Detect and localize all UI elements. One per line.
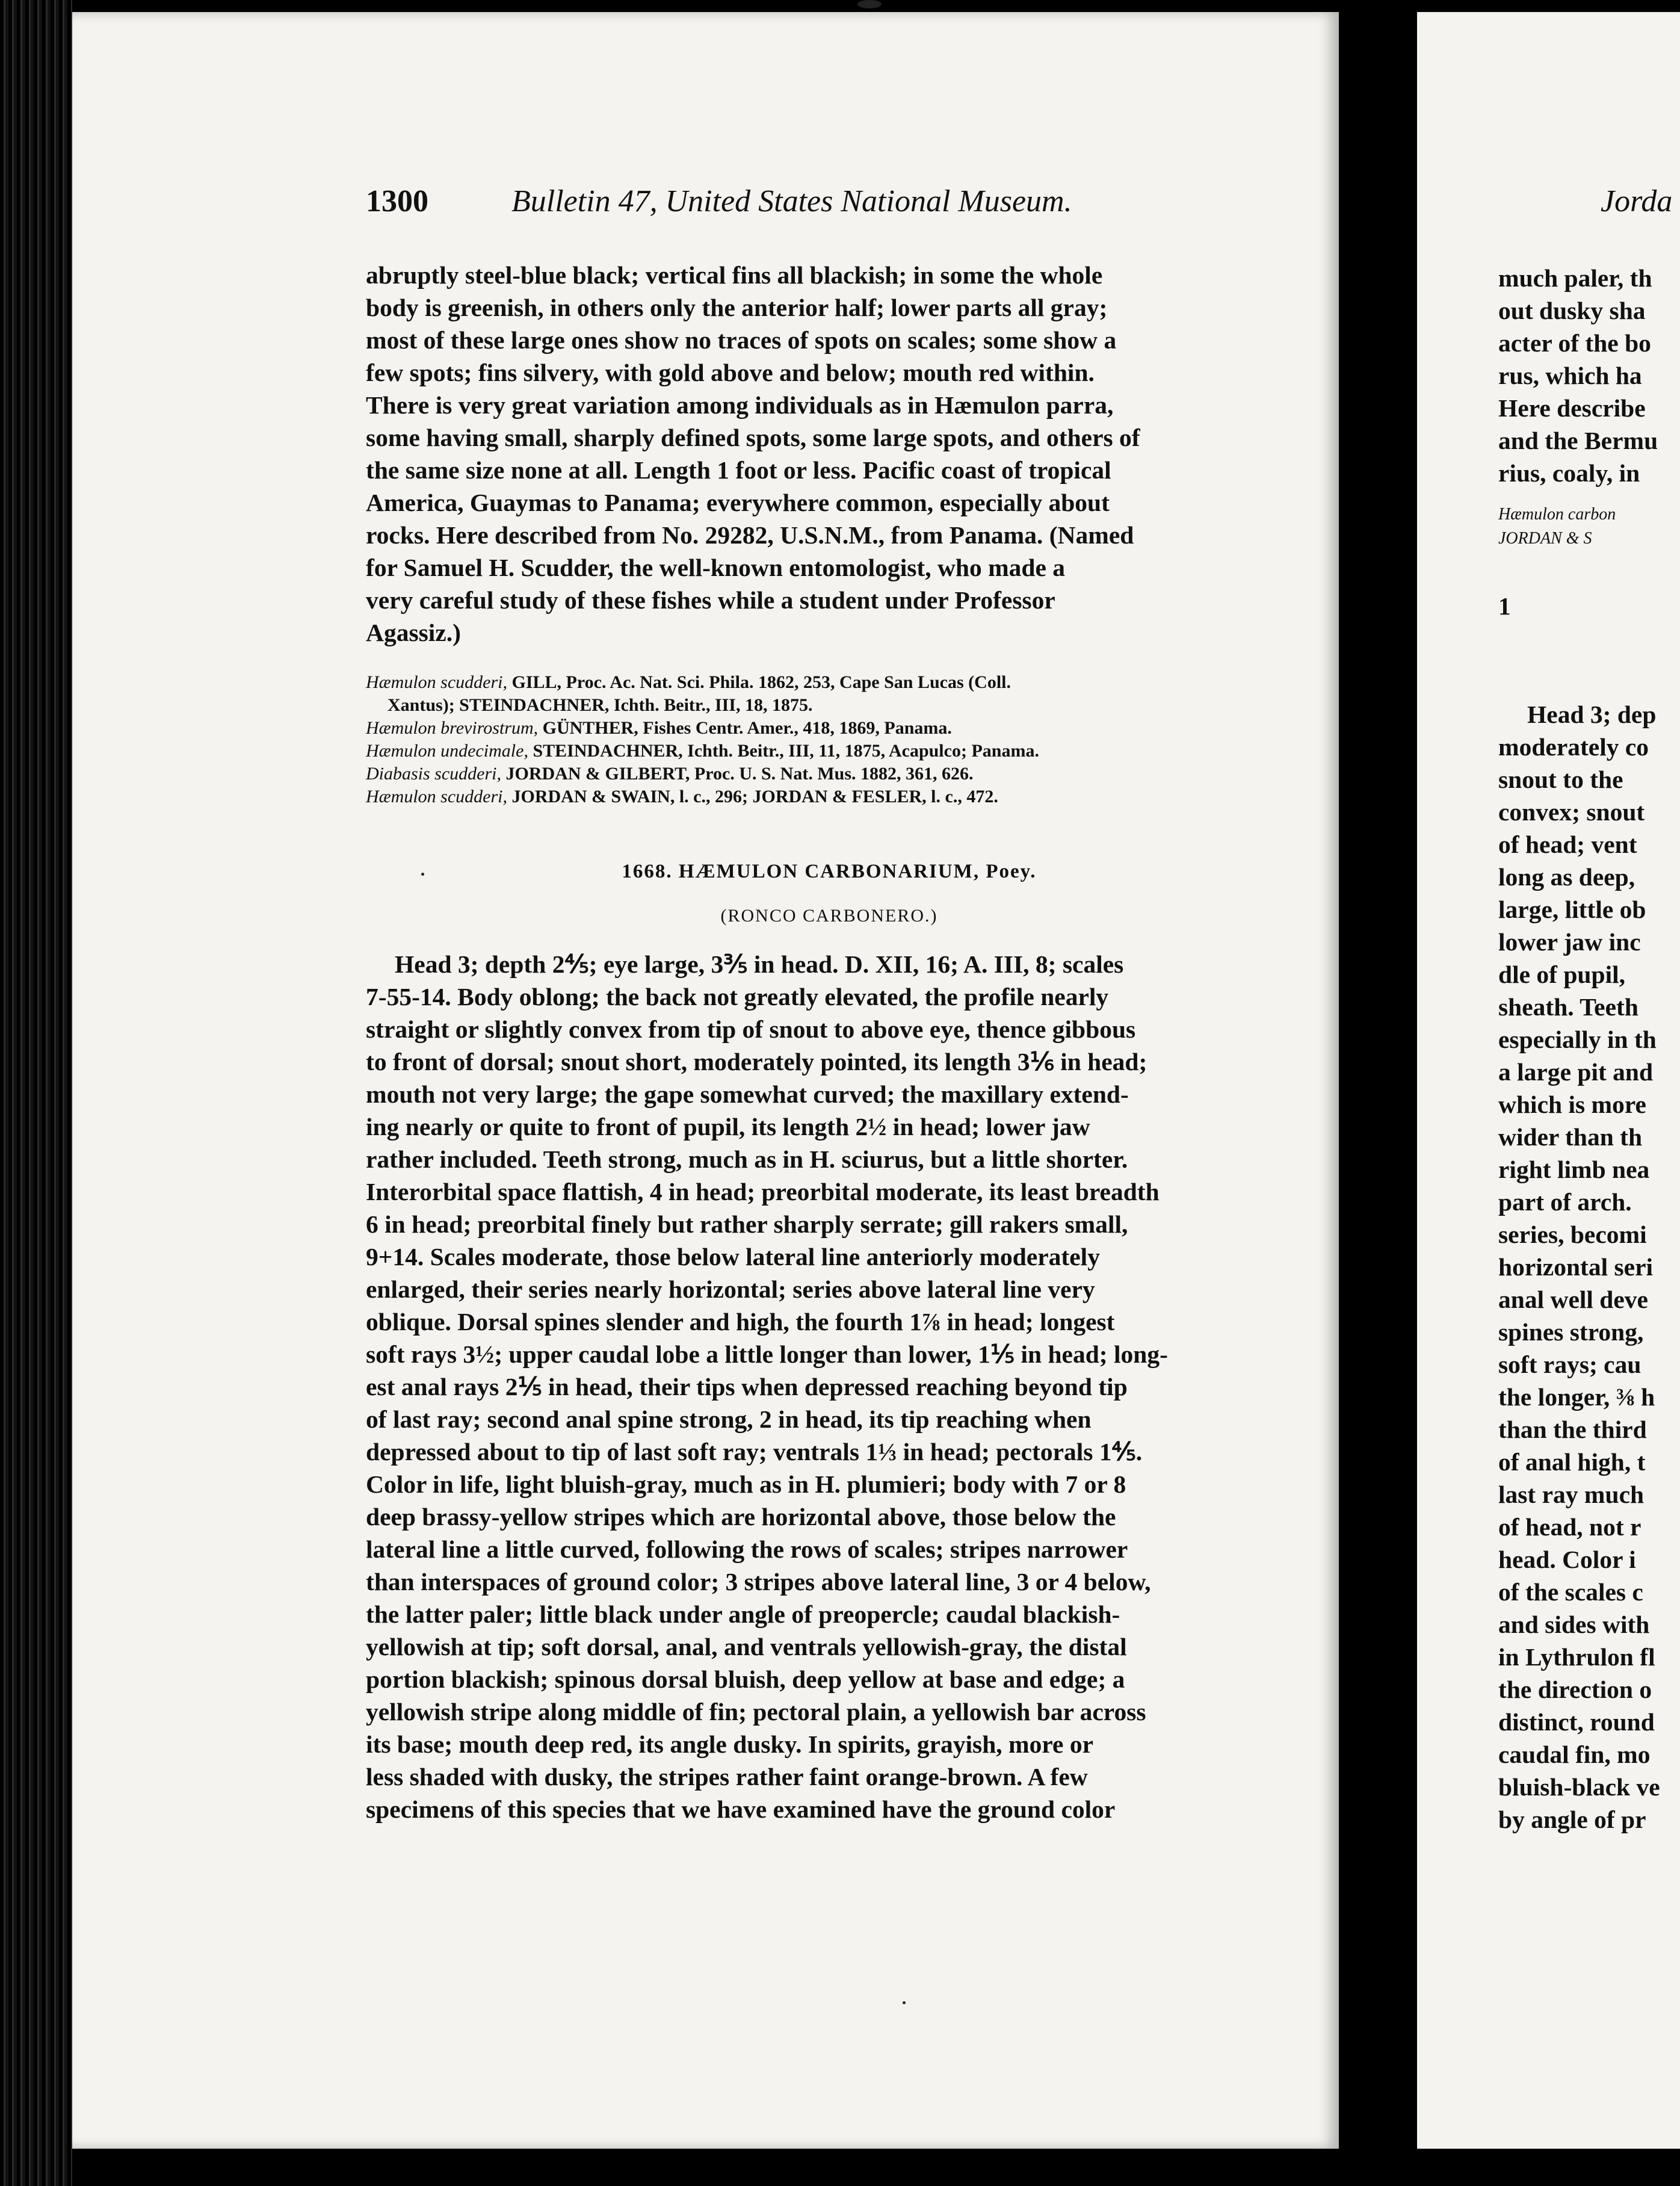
right-page-line: distinct, round — [1498, 1708, 1655, 1736]
right-page-line: and the Bermu — [1498, 427, 1658, 454]
synonym-name: Hæmulon undecimale, — [366, 741, 528, 761]
text-line: Color in life, light bluish-gray, much as in H. plumieri; body with 7 or 8 — [366, 1470, 1126, 1498]
right-page-line: lower jaw inc — [1498, 928, 1641, 956]
text-line: 6 in head; preorbital finely but rather sharply serrate; gill rakers small, — [366, 1210, 1128, 1238]
right-page-synonymy-line: Hæmulon carbon — [1498, 505, 1616, 524]
scan-speck — [421, 873, 424, 876]
right-page-line: by angle of pr — [1498, 1806, 1646, 1833]
right-page-line: much paler, th — [1498, 264, 1652, 292]
text-line: most of these large ones show no traces of spots on scales; some show a — [366, 326, 1117, 354]
right-page-line: series, becomi — [1498, 1221, 1647, 1248]
right-page-line: a large pit and — [1498, 1058, 1654, 1086]
right-page-synonymy — [1498, 503, 1680, 551]
synonym-citation: STEINDACHNER, Ichth. Beitr., III, 11, 1875, Acapulco; Panama. — [528, 741, 1039, 761]
text-line: portion blackish; spinous dorsal bluish, deep yellow at base and edge; a — [366, 1665, 1125, 1693]
text-line: the same size none at all. Length 1 foot or less. Pacific coast of tropical — [366, 456, 1111, 484]
right-page-line: and sides with — [1498, 1611, 1650, 1638]
right-page-line: of the scales c — [1498, 1578, 1643, 1606]
right-page-line: than the third — [1498, 1416, 1647, 1443]
text-line: less shaded with dusky, the stripes rather faint orange-brown. A few — [366, 1763, 1088, 1791]
text-line: rather included. Teeth strong, much as in H. sciurus, but a little shorter. — [366, 1145, 1128, 1173]
right-page-line: part of arch. — [1498, 1188, 1632, 1216]
species-description — [366, 948, 1292, 1825]
text-line: lateral line a little curved, following the rows of scales; stripes narrower — [366, 1535, 1128, 1563]
text-line: rocks. Here described from No. 29282, U.S.N.M., from Panama. (Named — [366, 521, 1134, 549]
right-page-line: of head, not r — [1498, 1513, 1641, 1541]
scan-speck — [903, 2001, 906, 2004]
right-page-line: of head; vent — [1498, 831, 1637, 858]
text-line: yellowish stripe along middle of fin; pectoral plain, a yellowish bar across — [366, 1698, 1146, 1726]
right-page-line: of anal high, t — [1498, 1448, 1646, 1476]
text-line: deep brassy-yellow stripes which are horizontal above, those below the — [366, 1503, 1116, 1531]
right-page-line: dle of pupil, — [1498, 961, 1626, 988]
common-name: (RONCO CARBONERO.) — [720, 906, 938, 926]
right-page-line: especially in th — [1498, 1026, 1657, 1053]
text-line: to front of dorsal; snout short, moderately pointed, its length 3⅙ in head; — [366, 1048, 1147, 1076]
text-line: the latter paler; little black under angle of preopercle; caudal blackish- — [366, 1600, 1120, 1628]
text-line: mouth not very large; the gape somewhat curved; the maxillary extend- — [366, 1080, 1129, 1108]
text-line: ing nearly or quite to front of pupil, its length 2½ in head; lower jaw — [366, 1113, 1090, 1141]
right-page-line: in Lythrulon fl — [1498, 1643, 1655, 1671]
text-line: depressed about to tip of last soft ray; ventrals 1⅓ in head; pectorals 1⅘. — [366, 1438, 1143, 1466]
synonym-citation: Xantus); STEINDACHNER, Ichth. Beitr., III, 18, 1875. — [388, 695, 813, 715]
right-page-line: large, little ob — [1498, 896, 1646, 923]
text-line: Agassiz.) — [366, 619, 461, 646]
right-page-line: soft rays; cau — [1498, 1351, 1641, 1378]
synonymy-list — [366, 671, 1292, 808]
text-line: few spots; fins silvery, with gold above and below; mouth red within. — [366, 359, 1095, 386]
synonymy-entry — [366, 785, 1292, 808]
text-line: oblique. Dorsal spines slender and high, the fourth 1⅞ in head; longest — [366, 1308, 1115, 1336]
right-page-line: last ray much — [1498, 1481, 1644, 1508]
synonymy-entry — [366, 763, 1292, 785]
right-page-line: Here describe — [1498, 394, 1646, 422]
synonym-citation: JORDAN & GILBERT, Proc. U. S. Nat. Mus. 1882, 361, 626. — [501, 764, 974, 784]
synonym-name: Diabasis scudderi, — [366, 764, 501, 784]
right-page-synonymy-line: JORDAN & S — [1498, 529, 1592, 548]
text-line: 7-55-14. Body oblong; the back not greatly elevated, the profile nearly — [366, 983, 1109, 1011]
right-page-line: long as deep, — [1498, 863, 1635, 891]
synonym-citation: JORDAN & SWAIN, l. c., 296; JORDAN & FESLER, l. c., 472. — [507, 787, 998, 807]
synonym-name: Hæmulon scudderi, — [366, 787, 507, 807]
right-page-line: the longer, ⅜ h — [1498, 1383, 1655, 1411]
right-page-line: the direction o — [1498, 1676, 1652, 1703]
text-line: est anal rays 2⅕ in head, their tips when depressed reaching beyond tip — [366, 1373, 1128, 1401]
page-number: 1300 — [366, 184, 428, 218]
text-line: than interspaces of ground color; 3 stripes above lateral line, 3 or 4 below, — [366, 1568, 1151, 1596]
species-heading: 1668. HÆMULON CARBONARIUM, Poey. — [622, 861, 1037, 882]
right-page-line: head. Color i — [1498, 1546, 1636, 1573]
right-page-line: snout to the — [1498, 766, 1623, 793]
text-line: abruptly steel-blue black; vertical fins all blackish; in some the whole — [366, 261, 1103, 289]
right-page-line: horizontal seri — [1498, 1253, 1654, 1281]
right-page-line: convex; snout — [1498, 798, 1645, 826]
scan-speck — [857, 0, 882, 8]
text-line: Interorbital space flattish, 4 in head; preorbital moderate, its least breadth — [366, 1178, 1160, 1206]
right-page-line: which is more — [1498, 1091, 1646, 1118]
synonym-citation: GILL, Proc. Ac. Nat. Sci. Phila. 1862, 253, Cape San Lucas (Coll. — [507, 672, 1011, 692]
right-page-line: moderately co — [1498, 733, 1649, 761]
text-line: its base; mouth deep red, its angle dusky. In spirits, grayish, more or — [366, 1730, 1093, 1758]
right-page-line: rius, coaly, in — [1498, 459, 1640, 487]
right-page-line: anal well deve — [1498, 1286, 1648, 1313]
right-page-line: spines strong, — [1498, 1318, 1644, 1346]
right-page-line: right limb nea — [1498, 1156, 1650, 1183]
text-line: for Samuel H. Scudder, the well-known entomologist, who made a — [366, 554, 1066, 581]
text-line: enlarged, their series nearly horizontal; series above lateral line very — [366, 1275, 1095, 1303]
right-page-line: wider than th — [1498, 1123, 1643, 1151]
text-line: body is greenish, in others only the anterior half; lower parts all gray; — [366, 294, 1108, 321]
right-page-line: sheath. Teeth — [1498, 993, 1638, 1021]
right-page-line: acter of the bo — [1498, 329, 1651, 357]
synonymy-entry — [366, 671, 1292, 694]
text-line: America, Guaymas to Panama; everywhere common, especially about — [366, 489, 1110, 516]
synonym-name: Hæmulon brevirostrum, — [366, 718, 539, 738]
text-line: some having small, sharply defined spots, some large spots, and others of — [366, 424, 1140, 451]
right-page-line: rus, which ha — [1498, 362, 1642, 389]
text-line: of last ray; second anal spine strong, 2 in head, its tip reaching when — [366, 1405, 1092, 1433]
right-page-header: Jorda — [1601, 184, 1673, 218]
text-line: There is very great variation among individuals as in Hæmulon parra, — [366, 391, 1114, 419]
right-page-number-fragment: 1 — [1498, 592, 1511, 620]
page-gutter — [1339, 0, 1417, 2186]
right-page-line: Head 3; dep — [1527, 701, 1657, 728]
right-page-line: out dusky sha — [1498, 297, 1646, 324]
text-line: soft rays 3½; upper caudal lobe a little longer than lower, 1⅕ in head; long- — [366, 1340, 1168, 1368]
right-page-line: caudal fin, mo — [1498, 1741, 1651, 1768]
text-line: specimens of this species that we have examined have the ground color — [366, 1795, 1116, 1823]
book-spine-edge — [0, 0, 72, 2186]
text-line: Head 3; depth 2⅘; eye large, 3⅗ in head. D. XII, 16; A. III, 8; scales — [395, 950, 1124, 978]
right-page-text-bottom — [1498, 698, 1680, 1836]
synonym-citation: GÜNTHER, Fishes Centr. Amer., 418, 1869, Panama. — [538, 718, 952, 738]
text-line: 9+14. Scales moderate, those below lateral line anteriorly moderately — [366, 1243, 1100, 1271]
running-title: Bulletin 47, United States National Museum. — [511, 184, 1072, 218]
right-page-line: bluish-black ve — [1498, 1773, 1660, 1801]
intro-paragraph — [366, 259, 1292, 649]
page-header — [295, 178, 1318, 226]
text-line: yellowish at tip; soft dorsal, anal, and ventrals yellowish-gray, the distal — [366, 1633, 1127, 1661]
text-line: straight or slightly convex from tip of snout to above eye, thence gibbous — [366, 1015, 1136, 1043]
synonym-name: Hæmulon scudderi, — [366, 672, 507, 692]
text-line: very careful study of these fishes while a student under Professor — [366, 586, 1055, 614]
synonymy-entry — [366, 694, 1292, 717]
synonymy-entry — [366, 717, 1292, 740]
synonymy-entry — [366, 740, 1292, 763]
right-page-text-top — [1498, 262, 1680, 489]
